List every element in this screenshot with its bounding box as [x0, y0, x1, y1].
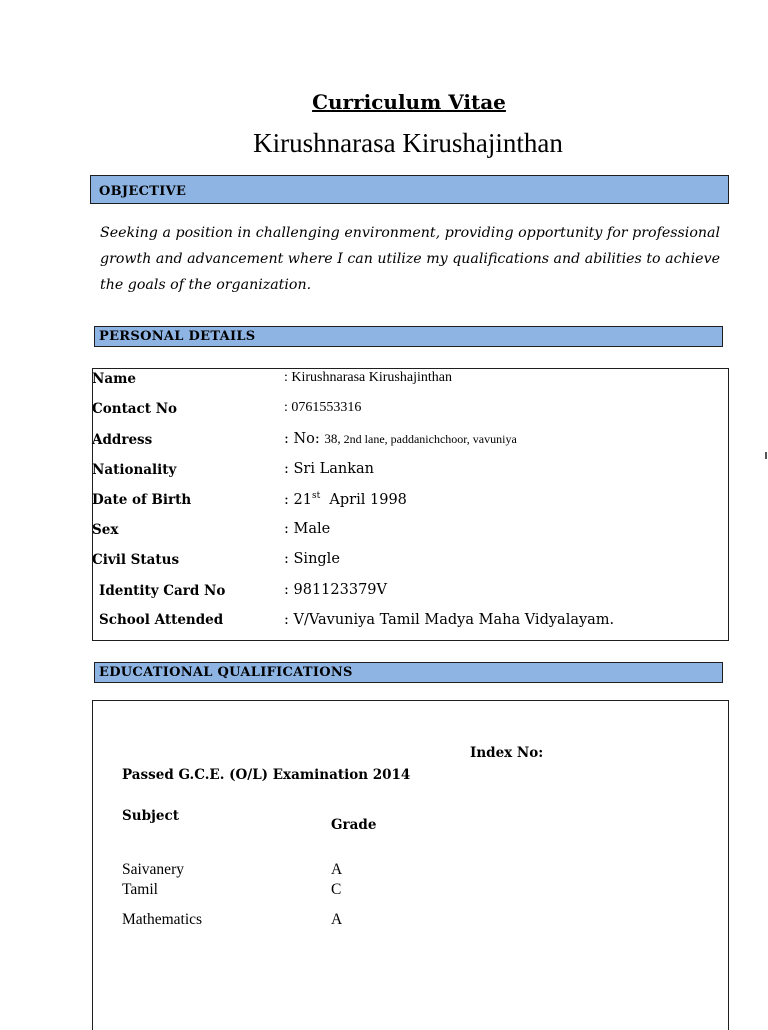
objective-text: Seeking a position in challenging environment, providing opportunity for professional growth and advancement where I can utilize my qualifications and abilities to achieve the goals of the organization.	[100, 225, 720, 293]
grade-column-header: Grade	[331, 817, 377, 833]
dob-month-year: April 1998	[320, 492, 407, 508]
section-heading-personal-details: PERSONAL DETAILS	[94, 326, 723, 347]
label-name: Name	[92, 371, 136, 387]
subject-column-header: Subject	[122, 808, 179, 824]
value-address	[284, 431, 517, 447]
label-date-of-birth: Date of Birth	[92, 492, 192, 508]
label-contact-no: Contact No	[92, 401, 178, 417]
document-title: Curriculum Vitae	[312, 90, 506, 114]
candidate-name: Kirushnarasa Kirushajinthan	[253, 128, 563, 158]
result-subject: Mathematics	[122, 911, 203, 928]
value-date-of-birth	[284, 491, 407, 508]
label-nationality: Nationality	[92, 462, 177, 478]
label-address: Address	[92, 432, 153, 448]
label-school-attended: School Attended	[99, 612, 224, 628]
result-grade: C	[331, 881, 342, 898]
label-civil-status: Civil Status	[92, 552, 180, 568]
index-no-label: Index No:	[470, 745, 544, 761]
dob-suffix: st	[311, 491, 321, 501]
label-sex: Sex	[92, 522, 119, 538]
section-heading-objective: OBJECTIVE	[90, 175, 729, 204]
label-identity-card-no: Identity Card No	[99, 583, 226, 599]
exam-title: Passed G.C.E. (O/L) Examination 2014	[122, 767, 411, 783]
value-school-attended: : V/Vavuniya Tamil Madya Maha Vidyalayam.	[284, 612, 615, 628]
value-contact-no: : 0761553316	[284, 400, 362, 415]
value-nationality: : Sri Lankan	[284, 461, 374, 477]
address-prefix: : No:	[284, 431, 325, 447]
section-heading-educational-qualifications: EDUCATIONAL QUALIFICATIONS	[94, 662, 723, 683]
result-subject: Saivanery	[122, 861, 184, 878]
value-identity-card-no: : 981123379V	[284, 582, 387, 598]
result-grade: A	[331, 861, 343, 878]
address-street: 2nd lane, paddanichchoor, vavuniya	[340, 432, 517, 446]
result-subject: Tamil	[122, 881, 158, 898]
value-civil-status: : Single	[284, 551, 340, 567]
dob-day: : 21	[284, 492, 312, 508]
value-sex: : Male	[284, 521, 331, 537]
value-name: : Kirushnarasa Kirushajinthan	[284, 370, 452, 385]
education-box	[92, 700, 729, 1030]
result-grade: A	[331, 911, 343, 928]
page-edge-artifact	[763, 448, 768, 462]
address-number: 38,	[324, 431, 341, 446]
